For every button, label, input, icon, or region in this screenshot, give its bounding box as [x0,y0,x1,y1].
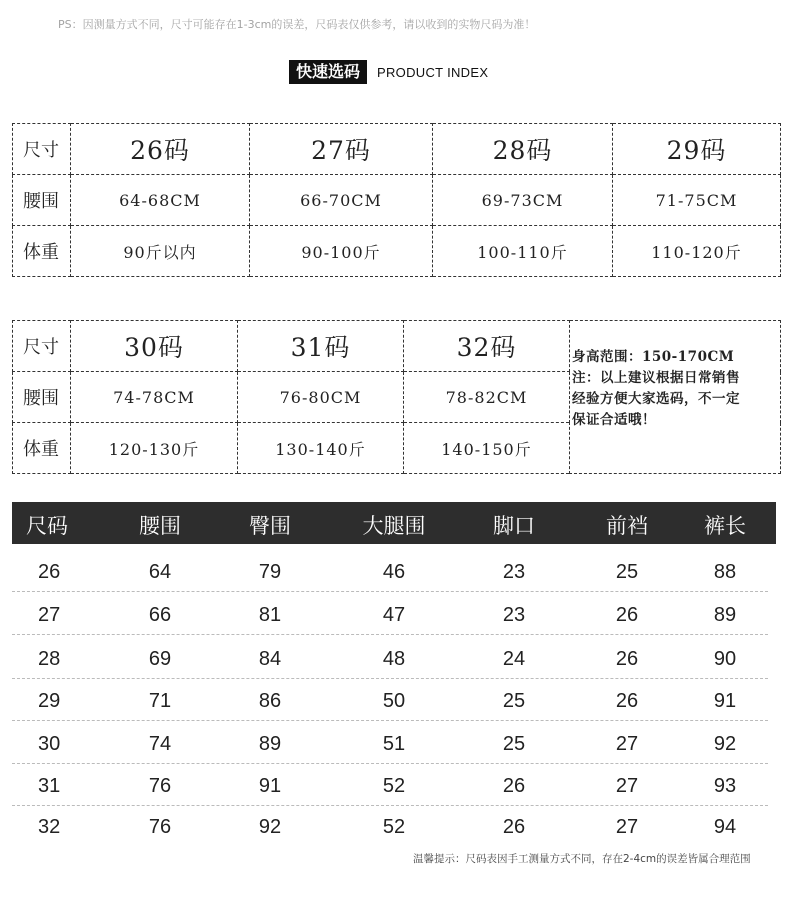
table-cell: 71 [148,690,172,712]
quick-size-table-1 [12,123,781,277]
size-row [13,124,781,175]
table-cell: 31 [38,775,61,797]
weight-cell: 90-100斤 [250,226,433,277]
table-cell: 79 [258,561,282,583]
waist-cell: 66-70CM [250,175,433,226]
table-cell: 90 [713,648,737,670]
size-advice-note [570,321,781,474]
size-cell: 31码 [238,321,404,372]
table-cell: 92 [258,816,282,838]
waist-cell: 78-82CM [404,372,570,423]
table-cell: 88 [713,561,737,583]
weight-row [13,226,781,277]
table-cell: 52 [382,816,406,838]
table-cell: 30 [38,733,61,755]
waist-cell: 74-78CM [71,372,238,423]
table-cell: 26 [615,648,639,670]
quick-size-table-2 [12,320,781,474]
size-cell: 29码 [613,124,781,175]
size-cell: 26码 [71,124,250,175]
detail-table-header [12,502,776,544]
header-hem: 脚口 [493,514,535,538]
weight-label: 体重 [13,226,71,277]
table-cell: 91 [713,690,737,712]
table-cell: 91 [258,775,282,797]
header-hip: 臀围 [249,514,291,538]
section-title [289,60,488,84]
measurement-disclaimer: PS：因测量方式不同，尺寸可能存在1-3cm的误差，尺码表仅供参考，请以收到的实物尺码为准！ [58,18,536,31]
table-row [12,721,768,764]
table-cell: 92 [713,733,737,755]
table-cell: 81 [258,604,282,626]
table-cell: 66 [148,604,172,626]
table-cell: 74 [148,733,172,755]
table-cell: 25 [502,690,526,712]
size-label: 尺寸 [13,124,71,175]
header-size: 尺码 [26,514,68,538]
table-cell: 93 [713,775,737,797]
table-cell: 27 [615,816,639,838]
waist-cell: 64-68CM [71,175,250,226]
table-row [12,804,768,846]
note-line: 保证合适哦！ [572,412,656,428]
waist-cell: 71-75CM [613,175,781,226]
table-row [12,549,768,592]
table-cell: 89 [713,604,737,626]
note-line: 注：以上建议根据日常销售 [572,370,740,386]
table-cell: 64 [148,561,172,583]
table-cell: 27 [615,733,639,755]
table-row [12,678,768,721]
table-cell: 51 [382,733,406,755]
table-cell: 69 [148,648,172,670]
size-cell: 27码 [250,124,433,175]
table-cell: 52 [382,775,406,797]
weight-cell: 100-110斤 [433,226,613,277]
table-cell: 94 [713,816,737,838]
table-cell: 26 [38,561,61,583]
table-cell: 23 [502,561,526,583]
table-cell: 27 [615,775,639,797]
table-cell: 25 [502,733,526,755]
table-cell: 23 [502,604,526,626]
table-cell: 26 [502,775,526,797]
size-cell: 30码 [71,321,238,372]
table-cell: 76 [148,816,172,838]
waist-row [13,175,781,226]
table-cell: 86 [258,690,282,712]
waist-label: 腰围 [13,372,71,423]
header-thigh: 大腿围 [362,514,426,538]
size-cell: 28码 [433,124,613,175]
table-row [12,636,768,679]
waist-cell: 69-73CM [433,175,613,226]
table-cell: 76 [148,775,172,797]
table-cell: 46 [382,561,406,583]
table-cell: 32 [38,816,61,838]
size-cell: 32码 [404,321,570,372]
title-cn: 快速选码 [289,60,367,84]
weight-cell: 130-140斤 [238,423,404,474]
height-range: 身高范围：150-170CM [572,349,735,365]
weight-cell: 140-150斤 [404,423,570,474]
header-front-rise: 前裆 [606,514,648,538]
table-cell: 26 [615,604,639,626]
waist-label: 腰围 [13,175,71,226]
size-row [13,321,781,372]
table-row [12,763,768,806]
table-cell: 50 [382,690,406,712]
table-cell: 26 [502,816,526,838]
table-cell: 47 [382,604,406,626]
weight-cell: 90斤以内 [71,226,250,277]
table-cell: 28 [38,648,61,670]
table-cell: 29 [38,690,61,712]
header-length: 裤长 [704,514,746,538]
table-cell: 27 [38,604,61,626]
waist-cell: 76-80CM [238,372,404,423]
table-cell: 89 [258,733,282,755]
table-cell: 84 [258,648,282,670]
table-row [12,592,768,635]
title-en: PRODUCT INDEX [377,64,489,80]
table-cell: 25 [615,561,639,583]
weight-cell: 110-120斤 [613,226,781,277]
weight-label: 体重 [13,423,71,474]
footer-note: 温馨提示：尺码表因手工测量方式不同，存在2-4cm的误差皆属合理范围 [413,853,751,865]
weight-cell: 120-130斤 [71,423,238,474]
table-cell: 26 [615,690,639,712]
table-cell: 24 [502,648,526,670]
size-label: 尺寸 [13,321,71,372]
table-cell: 48 [382,648,406,670]
note-line: 经验方便大家选码，不一定 [572,391,740,407]
header-waist: 腰围 [139,514,181,538]
